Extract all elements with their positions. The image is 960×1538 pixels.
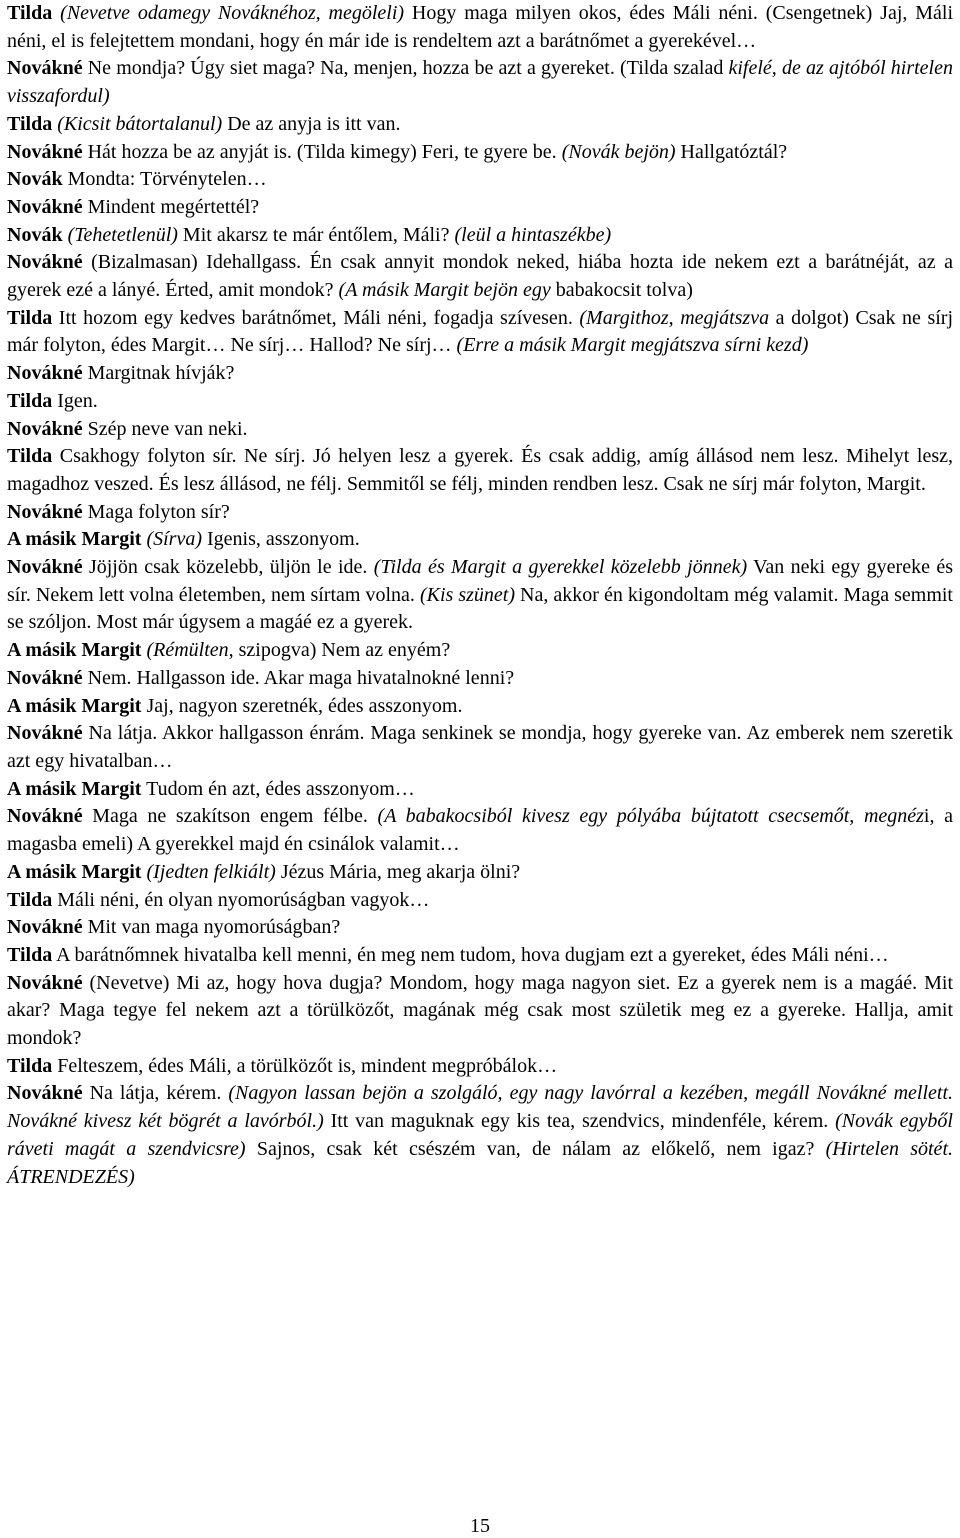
speaker-name: Novák	[7, 168, 63, 191]
stage-direction: (Kis szünet)	[419, 583, 516, 606]
stage-direction: (Tehetetlenül)	[67, 223, 178, 246]
dialogue-text: Jaj, nagyon szeretnék, édes asszonyom.	[141, 694, 463, 717]
dialogue-text	[52, 2, 60, 24]
dialogue-paragraph	[7, 637, 953, 665]
dialogue-text: Itt hozom egy kedves barátnőmet, Máli néni, fogadja szívesen.	[52, 306, 580, 329]
speaker-name: Tilda	[7, 112, 53, 135]
dialogue-paragraph	[7, 55, 953, 110]
dialogue-paragraph	[7, 970, 953, 1053]
speaker-name: Novák	[7, 223, 63, 246]
dialogue-paragraph	[7, 914, 953, 942]
dialogue-text: Jöjjön csak közelebb, üljön le ide.	[82, 556, 374, 579]
dialogue-text: Hallgatóztál?	[675, 140, 788, 163]
dialogue-text: Sajnos, csak két csészém van, de nálam az előkelő, nem igaz?	[245, 1137, 826, 1160]
dialogue-paragraph	[7, 222, 953, 250]
stage-direction: (Margithoz, megjátszva	[579, 306, 770, 329]
dialogue-paragraph	[7, 499, 953, 527]
stage-direction: (Kicsit bátortalanul)	[57, 112, 223, 135]
dialogue-text: (Nevetve) Mi az, hogy hova dugja? Mondom, hogy maga nagyon siet. Ez a gyerek nem is a magáé. Mit akar? Maga tegye fel nekem azt a törülközőt, magának még csak most születik meg ez a gyereke. Hallja, amit mondok?	[7, 971, 953, 1050]
document-body	[7, 0, 953, 1191]
speaker-name: Tilda	[7, 888, 53, 911]
dialogue-paragraph	[7, 1080, 953, 1191]
dialogue-paragraph	[7, 360, 953, 388]
dialogue-text: Hát hozza be az anyját is. (Tilda kimegy) Feri, te gyere be.	[82, 140, 562, 163]
dialogue-text: Felteszem, édes Máli, a törülközőt is, mindent megpróbálok…	[52, 1054, 558, 1077]
dialogue-text: Tudom én azt, édes asszonyom…	[141, 777, 415, 800]
dialogue-paragraph	[7, 166, 953, 194]
dialogue-paragraph	[7, 305, 953, 360]
dialogue-paragraph	[7, 859, 953, 887]
speaker-name: Novákné	[7, 140, 83, 163]
dialogue-text: Igenis, asszonyom.	[201, 528, 360, 551]
speaker-name: A másik Margit	[7, 860, 142, 883]
dialogue-text: Csakhogy folyton sír. Ne sírj. Jó helyen lesz a gyerek. És csak addig, amíg állásod nem lesz. Mihelyt lesz, magadhoz veszed. És lesz állásod, ne félj. Semmitől se félj, minden rendben lesz. Csak ne sírj már folyton, Margit.	[7, 445, 953, 495]
speaker-name: A másik Margit	[7, 694, 142, 717]
dialogue-text: , szipogva) Nem az enyém?	[228, 639, 451, 662]
stage-direction: (Ijedten felkiált)	[146, 860, 276, 883]
speaker-name: Novákné	[7, 362, 83, 385]
dialogue-text: Nem. Hallgasson ide. Akar maga hivatalnokné lenni?	[82, 666, 515, 689]
stage-direction: kifelé, de az ajtóból hirtelen visszafordul)	[7, 57, 953, 108]
dialogue-text: i, a magasba emeli) A gyerekkel majd én csinálok valamit…	[7, 805, 953, 856]
dialogue-text: Na látja, kérem.	[82, 1082, 229, 1105]
dialogue-text: Jézus Mária, meg akarja ölni?	[275, 860, 521, 883]
stage-direction: (Sírva)	[146, 528, 202, 551]
dialogue-paragraph	[7, 443, 953, 498]
stage-direction: (Erre a másik Margit megjátszva sírni kezd)	[456, 334, 809, 357]
speaker-name: Tilda	[7, 943, 53, 966]
dialogue-paragraph	[7, 803, 953, 858]
dialogue-text: Mindent megértettél?	[82, 195, 260, 218]
speaker-name: Novákné	[7, 666, 83, 689]
speaker-name: Novákné	[7, 556, 83, 579]
speaker-name: Tilda	[7, 306, 53, 329]
speaker-name: Novákné	[7, 916, 83, 939]
dialogue-text: Hogy maga milyen okos, édes Máli néni. (Csengetnek) Jaj, Máli néni, el is felejtettem mondani, hogy én már ide is rendeltem azt a barátnőmet a gyerekével…	[7, 2, 954, 52]
speaker-name: Tilda	[7, 445, 53, 468]
dialogue-text: Mit van maga nyomorúságban?	[82, 916, 341, 939]
stage-direction: (A másik Margit bejön egy	[338, 279, 551, 302]
stage-direction: (leül a hintaszékbe)	[454, 223, 612, 246]
dialogue-text: Na látja. Akkor hallgasson énrám. Maga senkinek se mondja, hogy gyereke van. Az emberek nem szeretik azt egy hivatalban…	[7, 722, 953, 772]
stage-direction: (Nagyon lassan bejön a szolgáló, egy nagy lavórral a kezében, megáll Novákné mellett. Novákné kivesz két bögrét a lavórból.)	[7, 1082, 954, 1133]
stage-direction: (Nevetve odamegy Nováknéhoz, megöleli)	[60, 2, 405, 24]
dialogue-text: Mondta: Törvénytelen…	[62, 168, 267, 191]
dialogue-text: Maga folyton sír?	[82, 500, 230, 523]
dialogue-text: Maga ne szakítson engem félbe.	[82, 805, 378, 828]
speaker-name: Tilda	[7, 389, 53, 412]
dialogue-paragraph	[7, 942, 953, 970]
dialogue-paragraph	[7, 526, 953, 554]
stage-direction: (Tilda és Margit a gyerekkel közelebb jönnek)	[373, 556, 748, 579]
dialogue-paragraph	[7, 665, 953, 693]
dialogue-text: Máli néni, én olyan nyomorúságban vagyok…	[52, 888, 430, 911]
stage-direction: (Novák bejön)	[561, 140, 676, 163]
stage-direction: (Hirtelen sötét. ÁTRENDEZÉS)	[7, 1137, 953, 1188]
speaker-name: A másik Margit	[7, 639, 142, 662]
dialogue-paragraph	[7, 249, 953, 304]
speaker-name: A másik Margit	[7, 777, 142, 800]
speaker-name: Tilda	[7, 2, 53, 24]
dialogue-text: (Bizalmasan) Idehallgass. Én csak annyit mondok neked, hiába hozta ide nekem ezt a barátnéját, az a gyerek ezé a lányé. Érted, amit mondok?	[7, 251, 953, 302]
dialogue-paragraph	[7, 416, 953, 444]
speaker-name: Novákné	[7, 1082, 83, 1105]
speaker-name: A másik Margit	[7, 528, 142, 551]
dialogue-text: Itt van maguknak egy kis tea, szendvics, mindenféle, kérem.	[323, 1110, 836, 1133]
dialogue-paragraph	[7, 693, 953, 721]
stage-direction: (Novák egyből ráveti magát a szendvicsre)	[7, 1110, 953, 1160]
dialogue-text: Mit akarsz te már éntőlem, Máli?	[177, 223, 455, 246]
dialogue-paragraph	[7, 1053, 953, 1081]
speaker-name: Novákné	[7, 722, 83, 745]
dialogue-paragraph	[7, 720, 953, 775]
dialogue-text: babakocsit tolva)	[550, 279, 693, 302]
speaker-name: Novákné	[7, 500, 83, 523]
dialogue-paragraph	[7, 194, 953, 222]
speaker-name: Novákné	[7, 805, 83, 828]
speaker-name: Novákné	[7, 971, 83, 994]
dialogue-text: De az anyja is itt van.	[222, 112, 401, 135]
speaker-name: Novákné	[7, 57, 83, 80]
dialogue-text: Margitnak hívják?	[82, 362, 235, 385]
dialogue-text: Ne mondja? Úgy siet maga? Na, menjen, hozza be azt a gyereket. (Tilda szalad	[82, 57, 729, 80]
stage-direction: (A babakocsiból kivesz egy pólyába bújtatott csecsemőt, megnéz	[377, 805, 924, 828]
dialogue-paragraph	[7, 887, 953, 915]
dialogue-text: Szép neve van neki.	[82, 417, 248, 440]
dialogue-text: Igen.	[52, 389, 98, 412]
page-number: 15	[470, 1515, 490, 1537]
dialogue-paragraph	[7, 388, 953, 416]
dialogue-text: Na, akkor én kigondoltam még valamit. Maga semmit se szóljon. Most már úgysem a magáé ez a gyerek.	[7, 583, 953, 634]
dialogue-paragraph	[7, 776, 953, 804]
dialogue-paragraph	[7, 0, 953, 55]
speaker-name: Novákné	[7, 195, 83, 218]
dialogue-paragraph	[7, 554, 953, 637]
speaker-name: Novákné	[7, 251, 83, 274]
dialogue-text: A barátnőmnek hivatalba kell menni, én meg nem tudom, hova dugjam ezt a gyereket, édes Máli néni…	[52, 943, 889, 966]
dialogue-paragraph	[7, 111, 953, 139]
dialogue-text: Van neki egy gyereke és sír. Nekem lett volna életemben, nem sírtam volna.	[7, 556, 953, 606]
speaker-name: Tilda	[7, 1054, 53, 1077]
dialogue-paragraph	[7, 139, 953, 167]
speaker-name: Novákné	[7, 417, 83, 440]
stage-direction: (Rémülten	[146, 639, 229, 662]
dialogue-text: a dolgot) Csak ne sírj már folyton, édes Margit… Ne sírj… Hallod? Ne sírj…	[7, 306, 953, 357]
